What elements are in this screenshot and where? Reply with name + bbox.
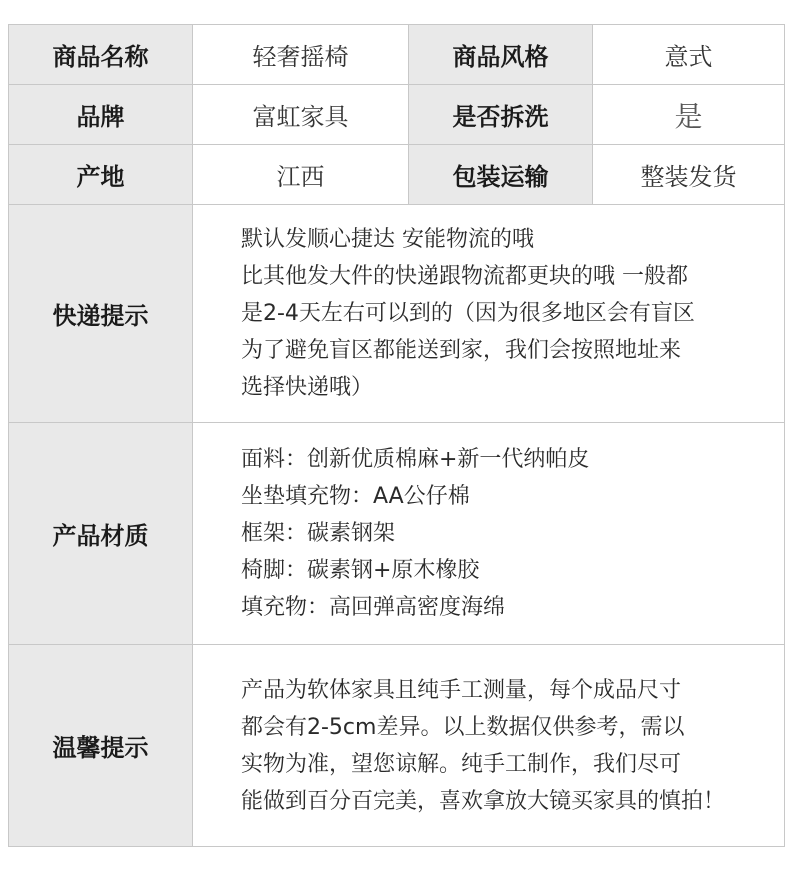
value-brand: 富虹家具: [193, 85, 409, 145]
value-removable-wash: 是: [593, 85, 785, 145]
label-shipping-tip: 快递提示: [9, 205, 193, 423]
label-product-style: 商品风格: [409, 25, 593, 85]
shipping-tip-text: [193, 205, 785, 423]
spec-row-shipping-notice: [9, 205, 785, 423]
material-line: 椅脚：碳素钢+原木橡胶: [241, 558, 480, 583]
notice-line: 都会有2-5cm差异。以上数据仅供参考，需以: [241, 714, 685, 740]
shipping-line: 比其他发大件的快递跟物流都更块的哦 一般都: [241, 264, 688, 289]
material-line: 框架：碳素钢架: [241, 521, 396, 546]
material-line: 坐垫填充物：AA公仔棉: [241, 484, 470, 509]
material-line: 填充物：高回弹高密度海绵: [241, 595, 506, 620]
label-warm-tip: 温馨提示: [9, 645, 193, 847]
material-text: [193, 423, 785, 645]
product-spec-table: [8, 24, 785, 847]
value-product-style: 意式: [593, 25, 785, 85]
shipping-line: 默认发顺心捷达 安能物流的哦: [241, 227, 534, 252]
value-product-name: 轻奢摇椅: [193, 25, 409, 85]
label-removable-wash: 是否拆洗: [409, 85, 593, 145]
label-product-name: 商品名称: [9, 25, 193, 85]
label-origin: 产地: [9, 145, 193, 205]
label-packing-shipping: 包装运输: [409, 145, 593, 205]
material-line: 面料：创新优质棉麻+新一代纳帕皮: [241, 447, 590, 472]
notice-line: 能做到百分百完美，喜欢拿放大镜买家具的慎拍！: [241, 788, 726, 814]
spec-row-material: [9, 423, 785, 645]
label-brand: 品牌: [9, 85, 193, 145]
spec-row-brand-wash: [9, 85, 785, 145]
spec-row-origin-packing: [9, 145, 785, 205]
spec-row-warm-notice: [9, 645, 785, 847]
label-material: 产品材质: [9, 423, 193, 645]
notice-line: 产品为软体家具且纯手工测量，每个成品尺寸: [241, 677, 682, 703]
spec-row-name-style: [9, 25, 785, 85]
value-packing-shipping: 整装发货: [593, 145, 785, 205]
shipping-line: 是2-4天左右可以到的（因为很多地区会有盲区: [241, 301, 695, 326]
value-origin: 江西: [193, 145, 409, 205]
warm-tip-text: [193, 645, 785, 847]
notice-line: 实物为准，望您谅解。纯手工制作，我们尽可: [241, 751, 682, 777]
shipping-line: 选择快递哦）: [241, 375, 374, 400]
shipping-line: 为了避免盲区都能送到家，我们会按照地址来: [241, 338, 682, 363]
